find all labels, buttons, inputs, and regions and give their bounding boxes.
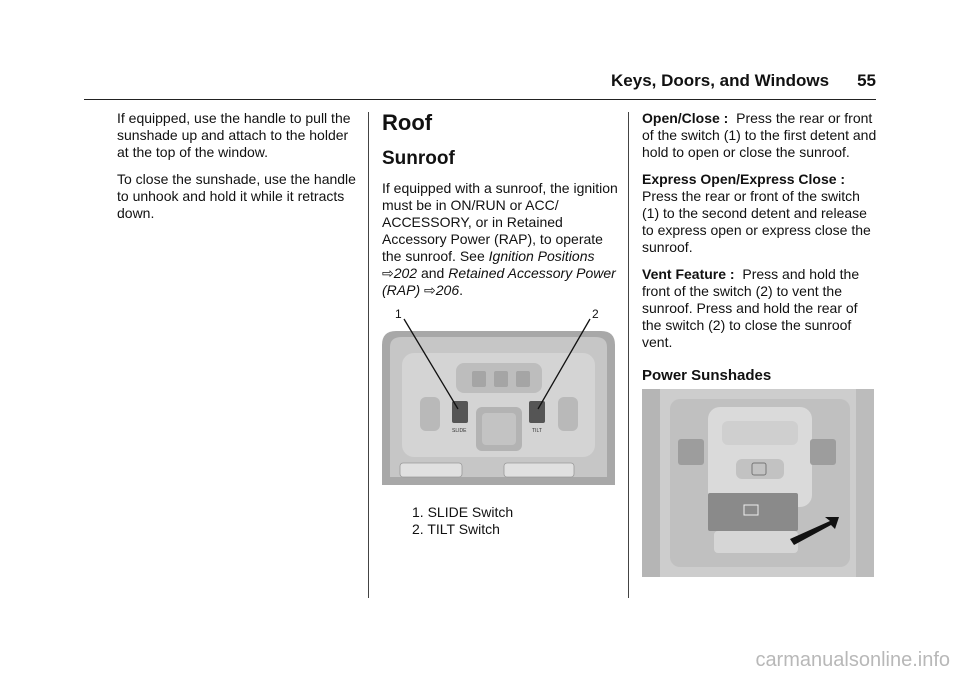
tilt-switch-label: TILT — [532, 428, 542, 434]
column-3 — [642, 110, 880, 395]
page-header — [0, 71, 876, 91]
page-ref-icon: ⇨ — [382, 265, 394, 281]
paragraph: To close the sunshade, use the handle to unhook and hold it while it retracts down. — [117, 171, 356, 221]
page-ref[interactable]: 206 — [435, 282, 460, 298]
sunroof-paragraph: If equipped with a sunroof, the ignition must be in ON/RUN or ACC/ ACCESSORY, or in Retained Accessory Power (RAP), to operate the sunroof. See Ignition Positions ⇨202 and Retained Accessory Power (RAP) ⇨206. — [382, 180, 618, 298]
heading-power-sunshades: Power Sunshades — [642, 367, 772, 384]
callout-2: 2 — [592, 307, 599, 321]
link-rap[interactable]: Retained Accessory Power (RAP) — [382, 265, 616, 298]
paragraph: If equipped, use the handle to pull the sunshade up and attach to the holder at the top of the window. — [117, 110, 351, 160]
column-2 — [382, 110, 618, 309]
term-express: Express Open/Express Close : — [642, 171, 846, 187]
header-rule — [84, 99, 876, 100]
column-divider-2 — [628, 112, 629, 598]
figure-caption — [412, 504, 513, 538]
power-sunshade-illustration — [642, 389, 874, 577]
caption-item-1: 1. SLIDE Switch — [412, 504, 514, 520]
vent-paragraph: Vent Feature : Press and hold the front of the switch (2) to vent the sunroof. Press and hold the rear of the switch (2) to close the sunroof vent. — [642, 266, 860, 350]
power-sunshade-figure — [642, 389, 874, 577]
sunroof-switch-illustration — [382, 305, 615, 495]
heading-sunroof: Sunroof — [382, 148, 455, 169]
sunroof-switch-figure — [382, 305, 615, 495]
caption-item-2: 2. TILT Switch — [412, 521, 500, 537]
link-ignition-positions[interactable]: Ignition Positions — [488, 248, 595, 264]
term-vent: Vent Feature : — [642, 266, 735, 282]
page-number: 55 — [857, 71, 876, 90]
express-paragraph: Express Open/Express Close : Press the rear or front of the switch (1) to the second detent and release to express open or express close the sunroof. — [642, 171, 871, 255]
column-1 — [117, 110, 357, 232]
watermark: carmanualsonline.info — [755, 649, 950, 671]
open-close-paragraph: Open/Close : Press the rear or front of the switch (1) to the first detent and hold to open or close the sunroof. — [642, 110, 877, 160]
section-title: Keys, Doors, and Windows — [611, 71, 830, 90]
page-ref[interactable]: 202 — [393, 265, 418, 281]
callout-1: 1 — [395, 307, 402, 321]
column-divider-1 — [368, 112, 369, 598]
slide-switch-label: SLIDE — [452, 428, 467, 434]
term-open-close: Open/Close : — [642, 110, 729, 126]
heading-roof: Roof — [382, 110, 433, 135]
page-ref-icon: ⇨ — [424, 282, 436, 298]
